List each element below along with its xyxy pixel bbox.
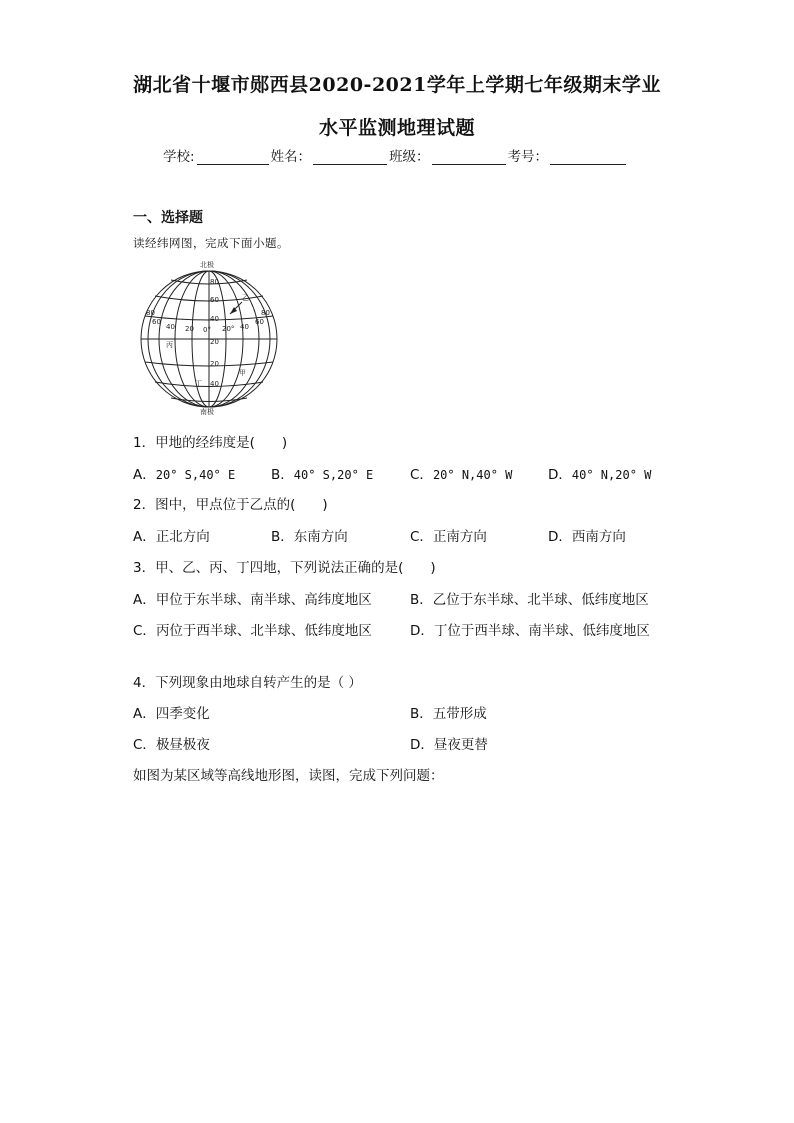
option-d[interactable]: D．昼夜更替 (410, 737, 488, 753)
lon-label: 60 (255, 318, 264, 326)
option-c[interactable]: C．正南方向 (410, 529, 487, 545)
question-2-stem: 2．图中，甲点位于乙点的( ) (133, 497, 328, 513)
question-1-stem: 1．甲地的经纬度是( ) (133, 435, 288, 451)
lon-label: 80 (146, 309, 155, 317)
option-a[interactable]: A．四季变化 (133, 706, 210, 722)
question-3-stem: 3．甲、乙、丙、丁四地，下列说法正确的是( ) (133, 560, 436, 576)
lat-label: 20 (210, 360, 219, 368)
option-a[interactable]: A．20° S,40° E (133, 467, 236, 483)
lon-label: 80 (261, 309, 270, 317)
lat-label: 60 (210, 296, 219, 304)
option-d[interactable]: D．西南方向 (548, 529, 626, 545)
school-blank[interactable] (197, 150, 269, 165)
lon-label: 20° (222, 325, 235, 333)
option-c[interactable]: C．20° N,40° W (410, 467, 513, 483)
lon-label: 40 (166, 323, 175, 331)
name-label: 姓名： (270, 149, 312, 165)
lat-label: 20 (210, 338, 219, 346)
globe-graticule-figure (138, 258, 280, 416)
closing-prompt: 如图为某区域等高线地形图，读图，完成下列问题： (133, 768, 444, 784)
point-yi-label: 乙 (242, 294, 249, 302)
section-intro: 读经纬网图，完成下面小题。 (133, 236, 289, 250)
page-subtitle: 水平监测地理试题 (318, 117, 475, 139)
lat-label: 80 (210, 278, 219, 286)
option-c[interactable]: C．极昼极夜 (133, 737, 210, 753)
exam-number-label: 考号： (507, 149, 549, 165)
option-a[interactable]: A．甲位于东半球、南半球、高纬度地区 (133, 592, 372, 608)
option-b[interactable]: B．东南方向 (271, 529, 348, 545)
lon-label: 0° (203, 326, 211, 334)
option-b[interactable]: B．40° S,20° E (271, 467, 374, 483)
option-b[interactable]: B．五带形成 (410, 706, 487, 722)
option-d[interactable]: D．丁位于西半球、南半球、低纬度地区 (410, 623, 650, 639)
point-ding-label: 丁 (195, 380, 202, 388)
page-title: 湖北省十堰市郧西县2020-2021学年上学期七年级期末学业 (133, 74, 661, 96)
option-c[interactable]: C．丙位于西半球、北半球、低纬度地区 (133, 623, 372, 639)
class-blank[interactable] (432, 150, 506, 165)
option-a[interactable]: A．正北方向 (133, 529, 210, 545)
point-bing-label: 丙 (166, 341, 173, 349)
lat-label: 40 (210, 380, 219, 388)
option-d[interactable]: D．40° N,20° W (548, 467, 652, 483)
school-label: 学校: (163, 149, 195, 165)
student-info-fields (163, 145, 628, 165)
south-pole-label: 南极 (200, 408, 214, 416)
north-pole-label: 北极 (200, 261, 214, 269)
lat-label: 40 (210, 315, 219, 323)
name-blank[interactable] (313, 150, 387, 165)
option-b[interactable]: B．乙位于东半球、北半球、低纬度地区 (410, 592, 649, 608)
lon-label: 20 (185, 325, 194, 333)
class-label: 班级： (389, 149, 430, 165)
point-jia-label: 甲 (239, 369, 246, 377)
section-title: 一、选择题 (133, 210, 203, 226)
question-4-stem: 4．下列现象由地球自转产生的是（ ） (133, 675, 362, 691)
exam-number-blank[interactable] (550, 150, 626, 165)
lon-label: 40 (240, 323, 249, 331)
lon-label: 60 (152, 318, 161, 326)
